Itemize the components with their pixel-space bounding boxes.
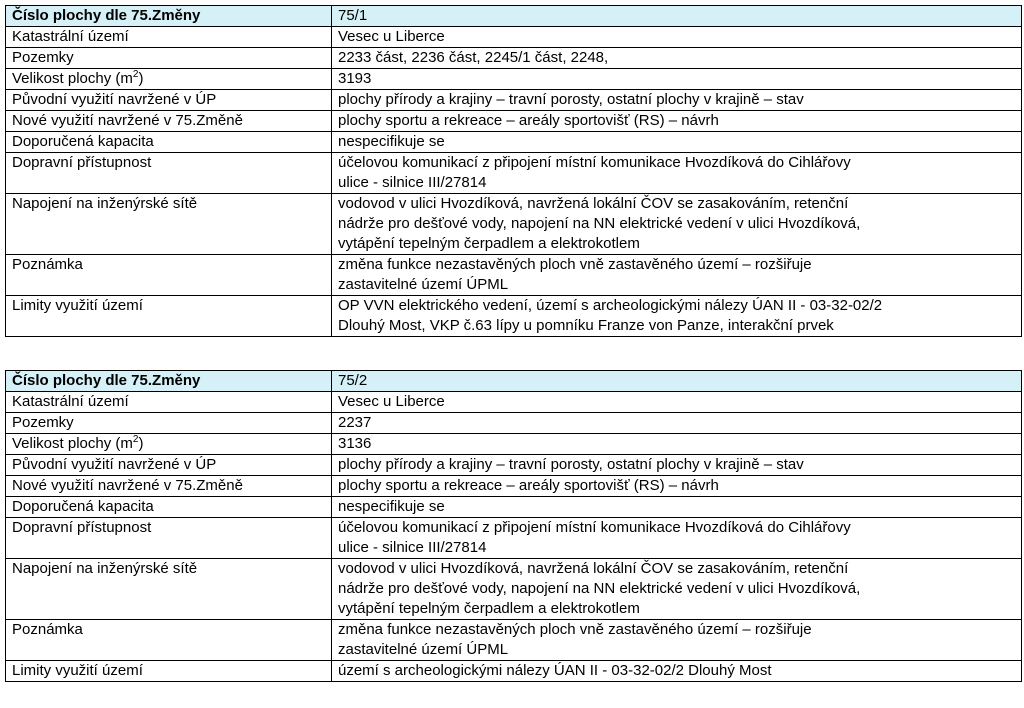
row-label-parcels: Pozemky [6,413,332,434]
value-line: plochy sportu a rekreace – areály sportovišť (RS) – návrh [338,112,719,129]
value-line: změna funkce nezastavěných ploch vně zastavěného území – rozšiřuje [338,256,812,273]
label-superscript: 2 [132,69,139,80]
value-line: vodovod v ulici Hvozdíková, navržená lokální ČOV se zasakováním, retenční [338,195,849,212]
area-number-value: 75/1 [332,6,1022,27]
row-value-capacity [332,497,1022,518]
row-label-capacity: Doporučená kapacita [6,497,332,518]
value-line: plochy sportu a rekreace – areály sportovišť (RS) – návrh [338,477,719,494]
area-number-value: 75/2 [332,371,1022,392]
label-text-end: ) [138,435,144,452]
label-text: Velikost plochy (m [12,435,133,452]
label-superscript: 2 [132,434,139,445]
table-row [6,111,1022,132]
value-line: zastavitelné území ÚPML [338,641,509,658]
value-line: Vesec u Liberce [338,28,445,45]
row-value-access [332,518,1022,559]
value-line: území s archeologickými nálezy ÚAN II - 03-32-02/2 Dlouhý Most [338,662,772,679]
row-label-area-size [6,434,332,455]
table-row [6,255,1022,296]
table-header-row [6,6,1022,27]
row-label-capacity: Doporučená kapacita [6,132,332,153]
row-value-note [332,255,1022,296]
value-line: OP VVN elektrického vedení, území s archeologickými nálezy ÚAN II - 03-32-02/2 [338,297,883,314]
row-value-utilities [332,559,1022,620]
table-row [6,661,1022,682]
value-line: plochy přírody a krajiny – travní porosty, ostatní plochy v krajině – stav [338,456,804,473]
row-label-note: Poznámka [6,620,332,661]
value-line: nádrže pro dešťové vody, napojení na NN elektrické vedení v ulici Hvozdíková, [338,215,861,232]
value-line: účelovou komunikací z připojení místní komunikace Hvozdíková do Cihlářovy [338,154,851,171]
row-label-cadastral: Katastrální území [6,27,332,48]
table-row [6,392,1022,413]
value-line: 3193 [338,70,372,87]
row-value-area-size [332,434,1022,455]
row-value-new-use [332,111,1022,132]
value-line: nespecifikuje se [338,498,445,515]
row-label-access: Dopravní přístupnost [6,153,332,194]
row-value-capacity [332,132,1022,153]
table-row [6,455,1022,476]
row-value-parcels [332,413,1022,434]
table-row [6,476,1022,497]
row-value-limits [332,296,1022,337]
row-value-access [332,153,1022,194]
row-value-cadastral [332,392,1022,413]
table-row [6,620,1022,661]
value-line: Dlouhý Most, VKP č.63 lípy u pomníku Franze von Panze, interakční prvek [338,317,834,334]
label-text-end: ) [138,70,144,87]
row-value-parcels [332,48,1022,69]
row-label-cadastral: Katastrální území [6,392,332,413]
row-value-cadastral [332,27,1022,48]
row-label-new-use: Nové využití navržené v 75.Změně [6,476,332,497]
value-line: vytápění tepelným čerpadlem a elektrokotlem [338,600,640,617]
table-row [6,434,1022,455]
table-row [6,497,1022,518]
area-table-75-1 [5,5,1022,337]
table-row [6,132,1022,153]
value-line: zastavitelné území ÚPML [338,276,509,293]
value-line: ulice - silnice III/27814 [338,174,487,191]
value-line: 3136 [338,435,372,452]
table-row [6,48,1022,69]
row-value-note [332,620,1022,661]
table-row [6,559,1022,620]
row-value-area-size [332,69,1022,90]
row-label-access: Dopravní přístupnost [6,518,332,559]
value-line: ulice - silnice III/27814 [338,539,487,556]
table-row [6,296,1022,337]
table-row [6,27,1022,48]
row-value-original-use [332,90,1022,111]
table-row [6,518,1022,559]
value-line: plochy přírody a krajiny – travní porosty, ostatní plochy v krajině – stav [338,91,804,108]
area-number-label: Číslo plochy dle 75.Změny [6,6,332,27]
row-label-utilities: Napojení na inženýrské sítě [6,559,332,620]
table-row [6,194,1022,255]
row-value-utilities [332,194,1022,255]
table-row [6,69,1022,90]
value-line: účelovou komunikací z připojení místní komunikace Hvozdíková do Cihlářovy [338,519,851,536]
row-label-original-use: Původní využití navržené v ÚP [6,90,332,111]
value-line: vodovod v ulici Hvozdíková, navržená lokální ČOV se zasakováním, retenční [338,560,849,577]
value-line: Vesec u Liberce [338,393,445,410]
row-label-original-use: Původní využití navržené v ÚP [6,455,332,476]
area-number-label: Číslo plochy dle 75.Změny [6,371,332,392]
value-line: 2233 část, 2236 část, 2245/1 část, 2248, [338,49,609,66]
row-value-new-use [332,476,1022,497]
area-table-75-2 [5,370,1022,682]
row-label-new-use: Nové využití navržené v 75.Změně [6,111,332,132]
label-text: Velikost plochy (m [12,70,133,87]
value-line: změna funkce nezastavěných ploch vně zastavěného území – rozšiřuje [338,621,812,638]
row-value-limits [332,661,1022,682]
value-line: nespecifikuje se [338,133,445,150]
table-row [6,413,1022,434]
row-label-area-size [6,69,332,90]
row-label-utilities: Napojení na inženýrské sítě [6,194,332,255]
row-value-original-use [332,455,1022,476]
table-row [6,153,1022,194]
value-line: nádrže pro dešťové vody, napojení na NN elektrické vedení v ulici Hvozdíková, [338,580,861,597]
row-label-limits: Limity využití území [6,661,332,682]
row-label-parcels: Pozemky [6,48,332,69]
value-line: vytápění tepelným čerpadlem a elektrokotlem [338,235,640,252]
table-header-row [6,371,1022,392]
value-line: 2237 [338,414,372,431]
row-label-note: Poznámka [6,255,332,296]
table-row [6,90,1022,111]
row-label-limits: Limity využití území [6,296,332,337]
